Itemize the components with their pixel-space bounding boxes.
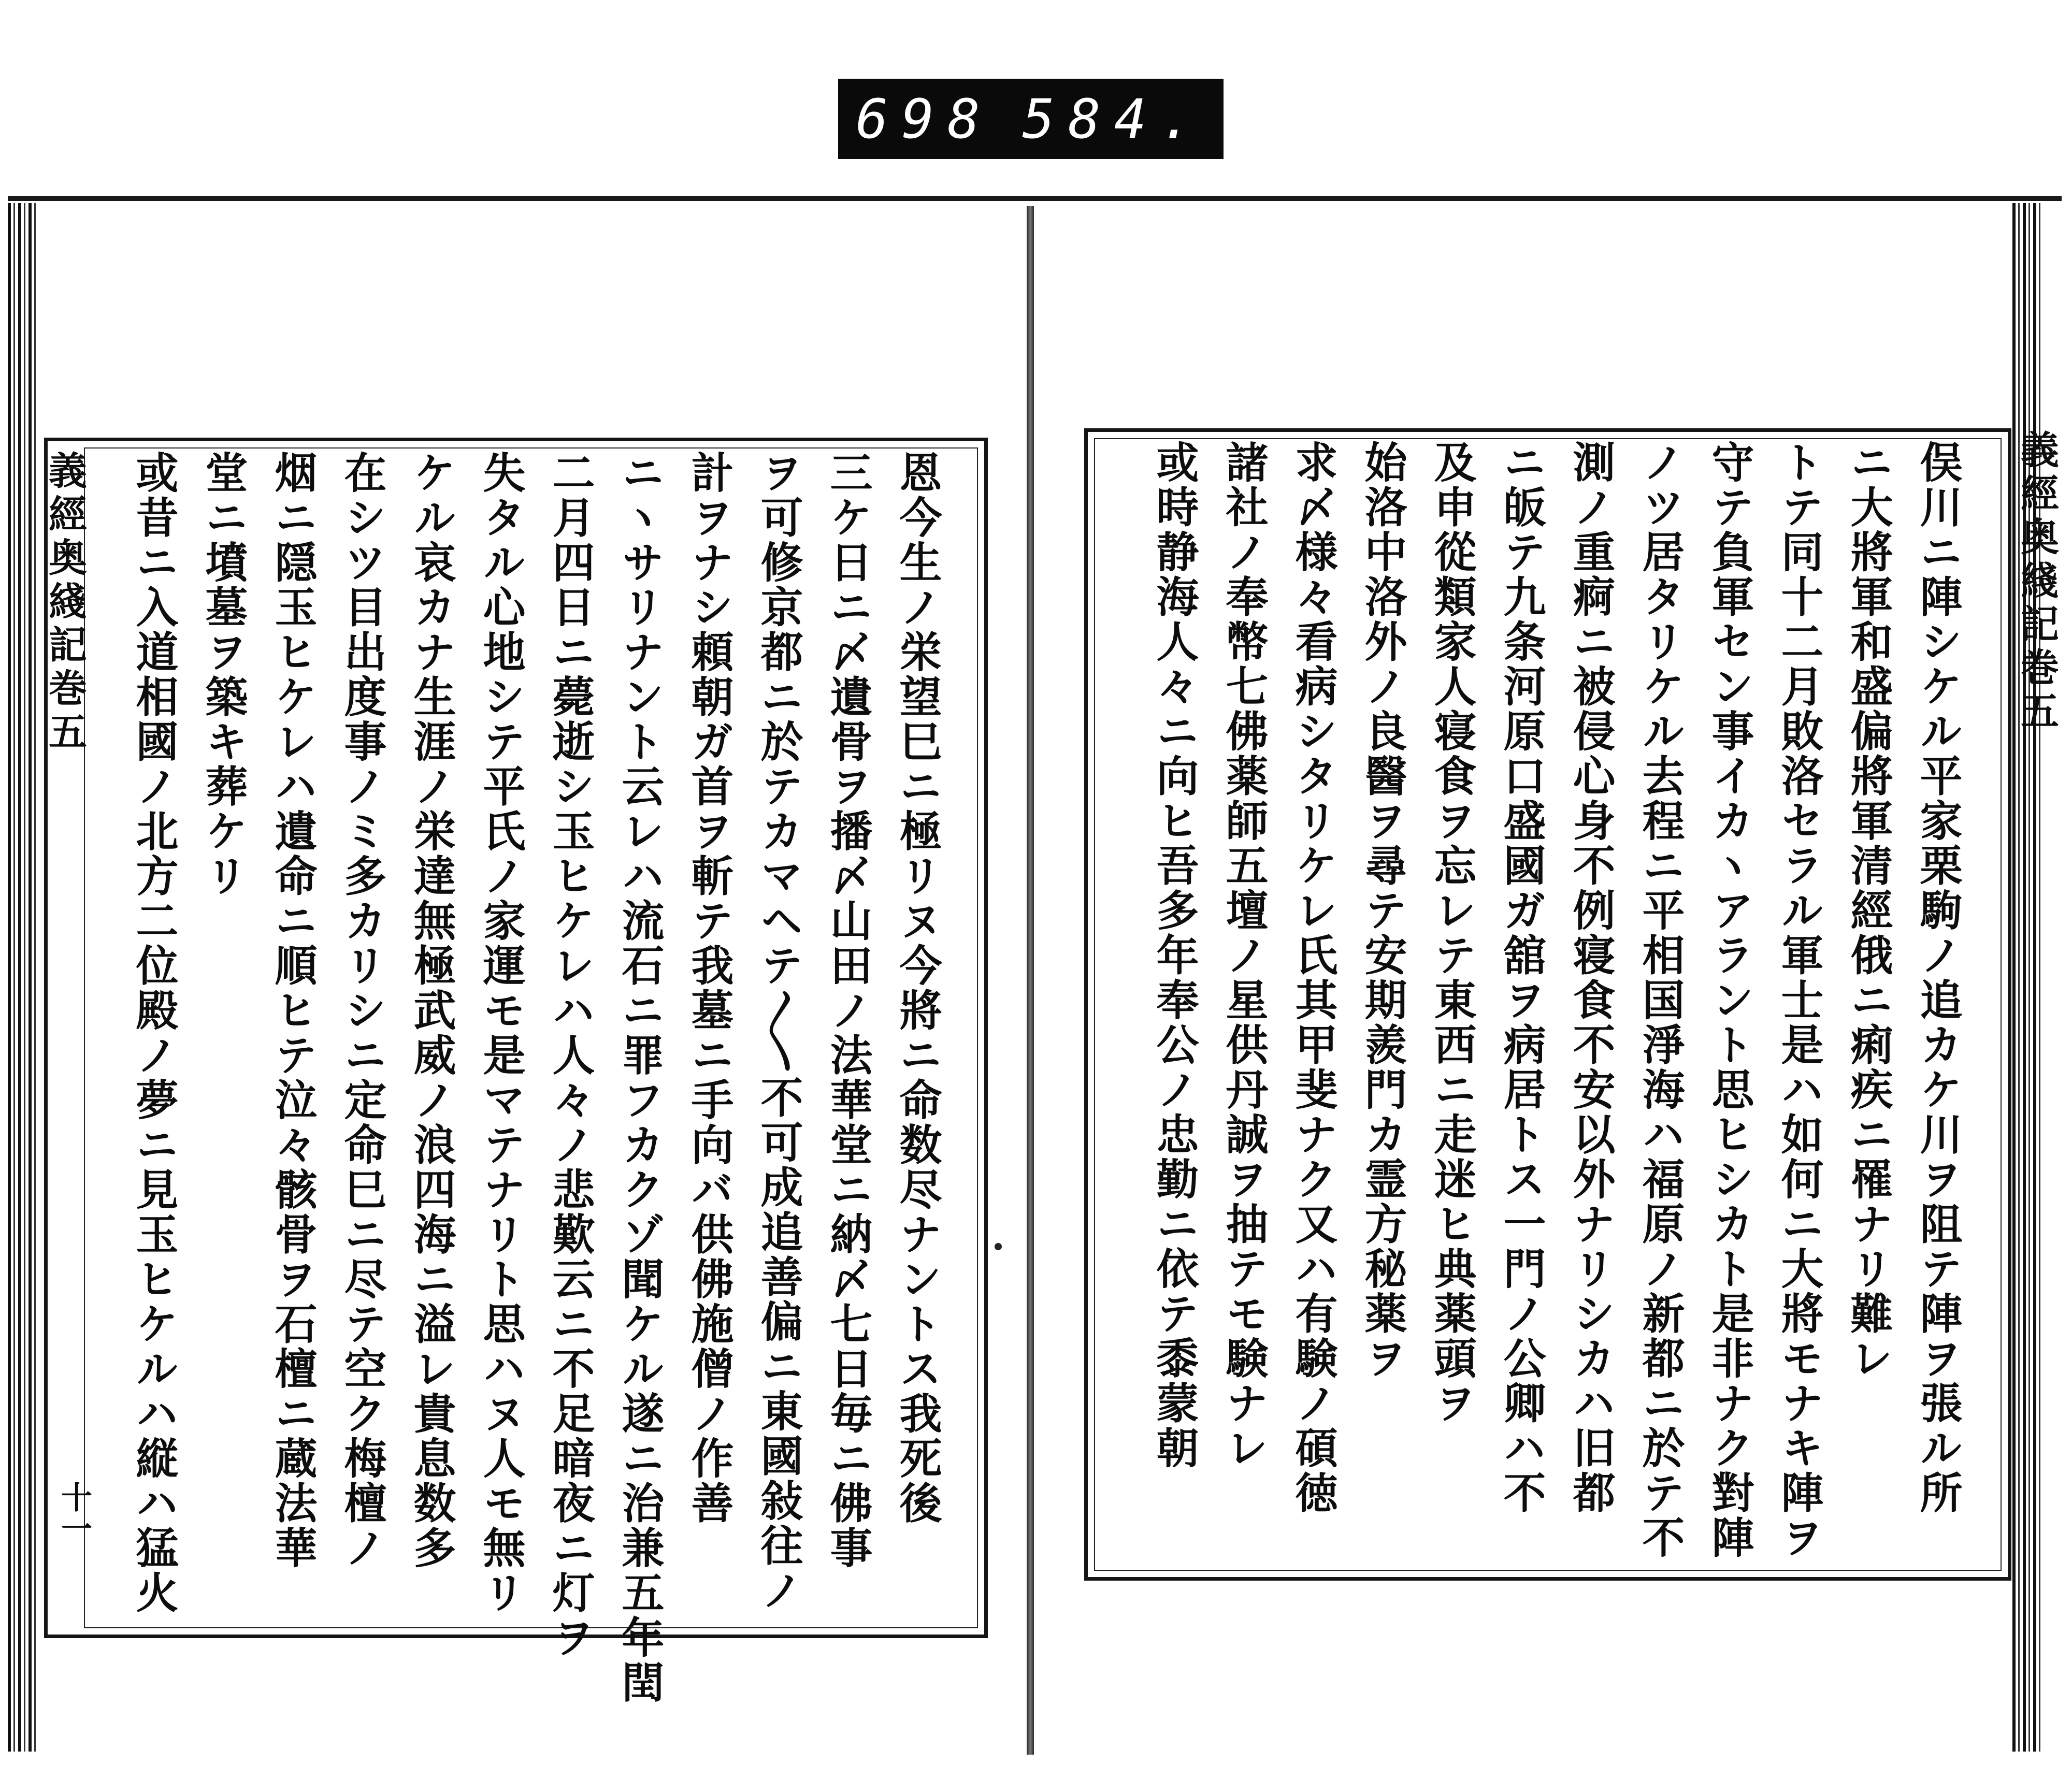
left-page-column-8: ケル哀カナ生涯ノ栄達無極武威ノ浪四海ニ溢レ貴息数多 [407, 451, 456, 1571]
right-page-header: 義經奥綫記巻五 [2015, 430, 2059, 734]
archive-label [838, 79, 1224, 159]
right-page-column-2: ニ大將軍和盛偏將軍清經俄ニ痢疾ニ罹ナリ難レ [1844, 440, 1893, 1381]
archive-label-right: 584. [1022, 87, 1206, 151]
right-page-column-1: 俣川ニ陣シケル平家栗駒ノ追カケ川ヲ阻テ陣ヲ張ル所 [1913, 440, 1963, 1515]
left-page-column-12: 或昔ニ入道相國ノ北方二位殿ノ夢ニ見玉ヒケルハ縦ハ猛火 [129, 451, 179, 1615]
left-page-column-2: 三ケ日ニ〆遺骨ヲ播〆山田ノ法華堂ニ納〆七日毎ニ佛事 [823, 451, 873, 1571]
right-page-column-3: トテ同十二月敗洛セラル軍士是ハ如何ニ大將モナキ陣ヲ [1774, 440, 1824, 1560]
left-page-column-1: 恩今生ノ栄望巳ニ極リヌ今將ニ命数尽ナントス我死後 [893, 451, 942, 1526]
left-page-column-6: 二月四日ニ薨逝シ玉ヒケレハ人々ノ悲歎云ニ不足暗夜ニ灯ヲ [545, 451, 595, 1660]
left-page-column-4: 計ヲナシ頼朝ガ首ヲ斬テ我墓ニ手向バ供佛施僧ノ作善 [684, 451, 734, 1526]
binding-left [8, 203, 39, 1752]
spine [1027, 206, 1034, 1755]
right-page-column-5: ノツ居タリケル去程ニ平相国淨海ハ福原ノ新都ニ於テ不 [1635, 440, 1685, 1560]
right-page-column-8: 及申從類家人寝食ヲ忘レテ東西ニ走迷ヒ典薬頭ヲ [1427, 440, 1477, 1426]
right-page-column-6: 測ノ重痾ニ被侵心身不例寝食不安以外ナリシカハ旧都 [1566, 440, 1616, 1515]
right-page-column-12: 或時静海人々ニ向ヒ吾多年奉公ノ忠勤ニ依テ黍蒙朝 [1149, 440, 1199, 1471]
left-page-number: 十一 [56, 1481, 92, 1543]
left-page-column-11: 堂ニ墳墓ヲ築キ葬ケリ [198, 451, 248, 899]
archive-label-left: 698 [856, 87, 994, 151]
left-page-column-5: ニヽサリナント云レハ流石ニ罪フカクゾ聞ケル遂ニ治兼五年閏 [615, 451, 665, 1705]
left-page-column-3: ヲ可修京都ニ於テカマヘテ〳〵不可成追善偏ニ東國敍往ノ [754, 451, 803, 1613]
right-page-column-11: 諸社ノ奉幣七佛薬師五壇ノ星供丹誠ヲ抽テモ験ナレ [1219, 440, 1269, 1471]
left-page-column-10: 烟ニ隠玉ヒケレハ遺命ニ順ヒテ泣々骸骨ヲ石檀ニ蔵法華 [268, 451, 318, 1571]
ink-stain [995, 1243, 1002, 1250]
right-page-column-4: 守テ負軍セン事イカヽアラント思ヒシカト是非ナク對陣 [1705, 440, 1754, 1560]
right-page-column-9: 始洛中洛外ノ良醫ヲ尋テ安期羨門カ霊方秘薬ヲ [1358, 440, 1407, 1381]
left-page-column-7: 失タル心地シテ平氏ノ家運モ是マテナリト思ハヌ人モ無リ [476, 451, 526, 1615]
right-page-column-10: 求〆様々看病シタリケレ氏其甲斐ナク又ハ有験ノ碩徳 [1288, 440, 1338, 1515]
left-page-column-9: 在シツ目出度事ノミ多カリシニ定命巳ニ尽テ空ク梅檀ノ [337, 451, 387, 1571]
right-page-column-7: ニ皈テ九条河原口盛國ガ舘ヲ病居トス一門ノ公卿ハ不 [1497, 440, 1546, 1515]
left-page-header: 義經奥綫記巻五 [42, 451, 87, 755]
